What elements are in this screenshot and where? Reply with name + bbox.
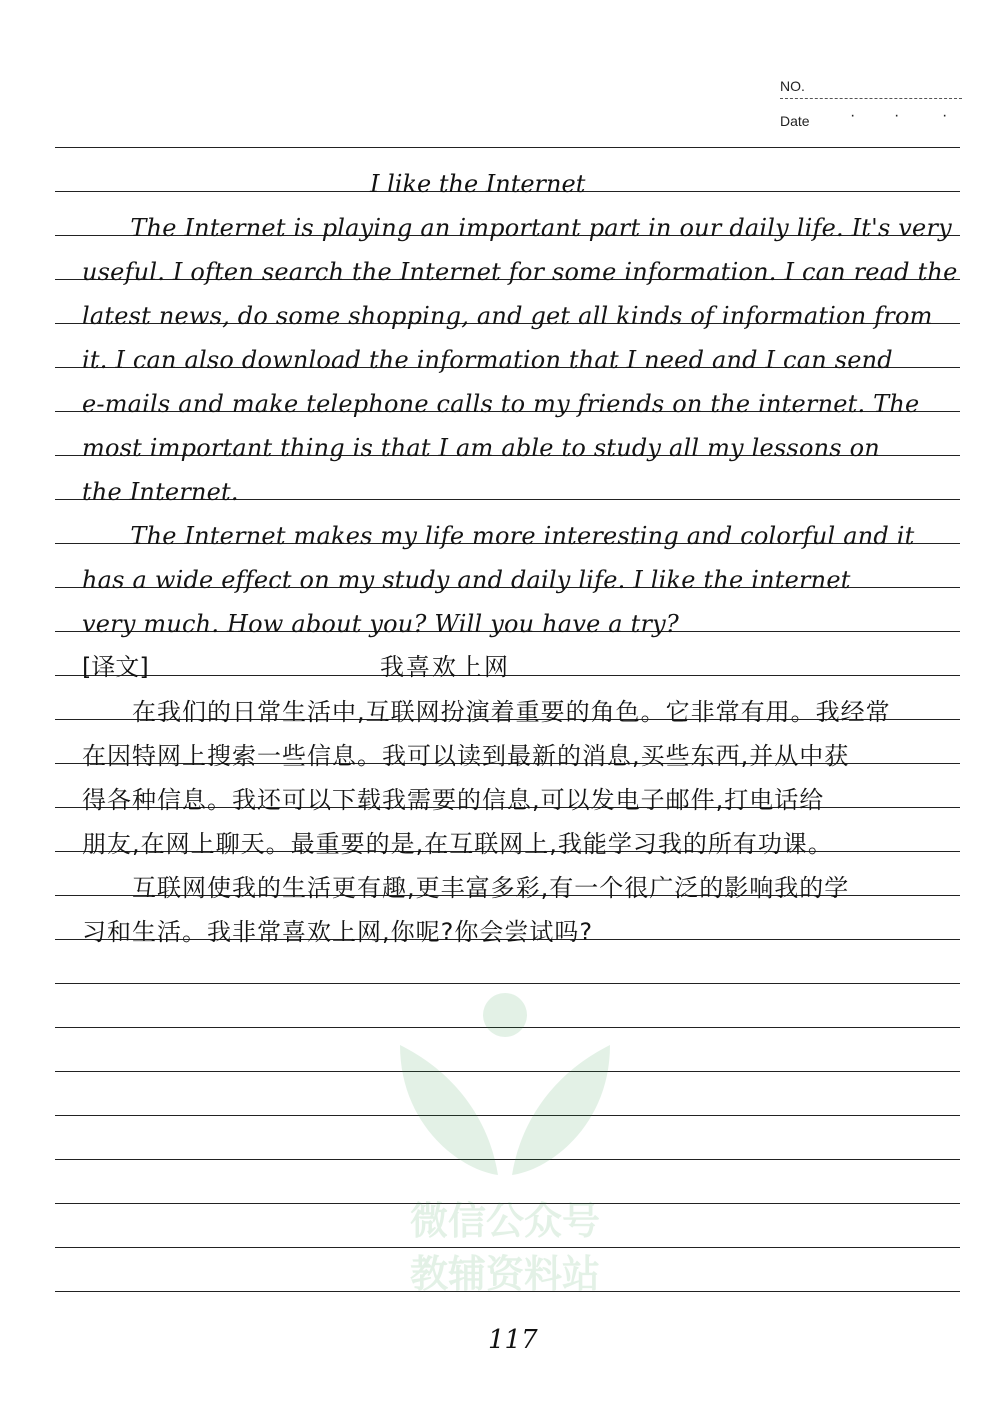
number-field (780, 78, 962, 99)
ruled-line (55, 983, 960, 984)
translation-line: 在我们的日常生活中,互联网扮演着重要的角色。它非常有用。我经常 (82, 698, 891, 726)
essay-line: The Internet is playing an important part in our daily life. It's very (82, 214, 952, 242)
translation-line: 互联网使我的生活更有趣,更丰富多彩,有一个很广泛的影响我的学 (82, 874, 850, 902)
translation-line: 习和生活。我非常喜欢上网,你呢?你会尝试吗? (82, 918, 594, 946)
essay-title: I like the Internet (370, 170, 586, 198)
translation-line: 在因特网上搜索一些信息。我可以读到最新的消息,买些东西,并从中获 (82, 742, 850, 770)
watermark (380, 985, 630, 1315)
date-label: Date (780, 113, 810, 129)
date-separator-dot: · (894, 107, 900, 124)
essay-line: most important thing is that I am able to study all my lessons on (82, 434, 880, 462)
essay-line: the Internet. (82, 478, 239, 506)
translation-label: [译文] (82, 653, 149, 681)
number-label: NO. (780, 78, 805, 94)
ruled-line (55, 147, 960, 148)
essay-line: e-mails and make telephone calls to my friends on the internet. The (82, 390, 920, 418)
leaf-logo-icon (380, 985, 630, 1185)
essay-line: it. I can also download the information that I need and I can send (82, 346, 893, 374)
translation-title: 我喜欢上网 (380, 653, 510, 681)
watermark-text: 教辅资料站 (409, 1252, 600, 1296)
translation-line: 得各种信息。我还可以下载我需要的信息,可以发电子邮件,打电话给 (82, 786, 825, 814)
date-separator-dot: · (850, 107, 856, 124)
essay-line: The Internet makes my life more interesting and colorful and it (82, 522, 915, 550)
essay-line: very much. How about you? Will you have a try? (82, 610, 679, 638)
date-field (780, 107, 962, 139)
date-separator-dot: · (942, 107, 948, 124)
essay-line: has a wide effect on my study and daily life. I like the internet (82, 566, 851, 594)
essay-line: latest news, do some shopping, and get all kinds of information from (82, 302, 933, 330)
essay-line: useful. I often search the Internet for some information. I can read the (82, 258, 958, 286)
translation-line: 朋友,在网上聊天。最重要的是,在互联网上,我能学习我的所有功课。 (82, 830, 833, 858)
watermark-text: 微信公众号 (409, 1199, 600, 1243)
page-header-meta (780, 78, 962, 139)
page-number: 117 (488, 1325, 538, 1355)
